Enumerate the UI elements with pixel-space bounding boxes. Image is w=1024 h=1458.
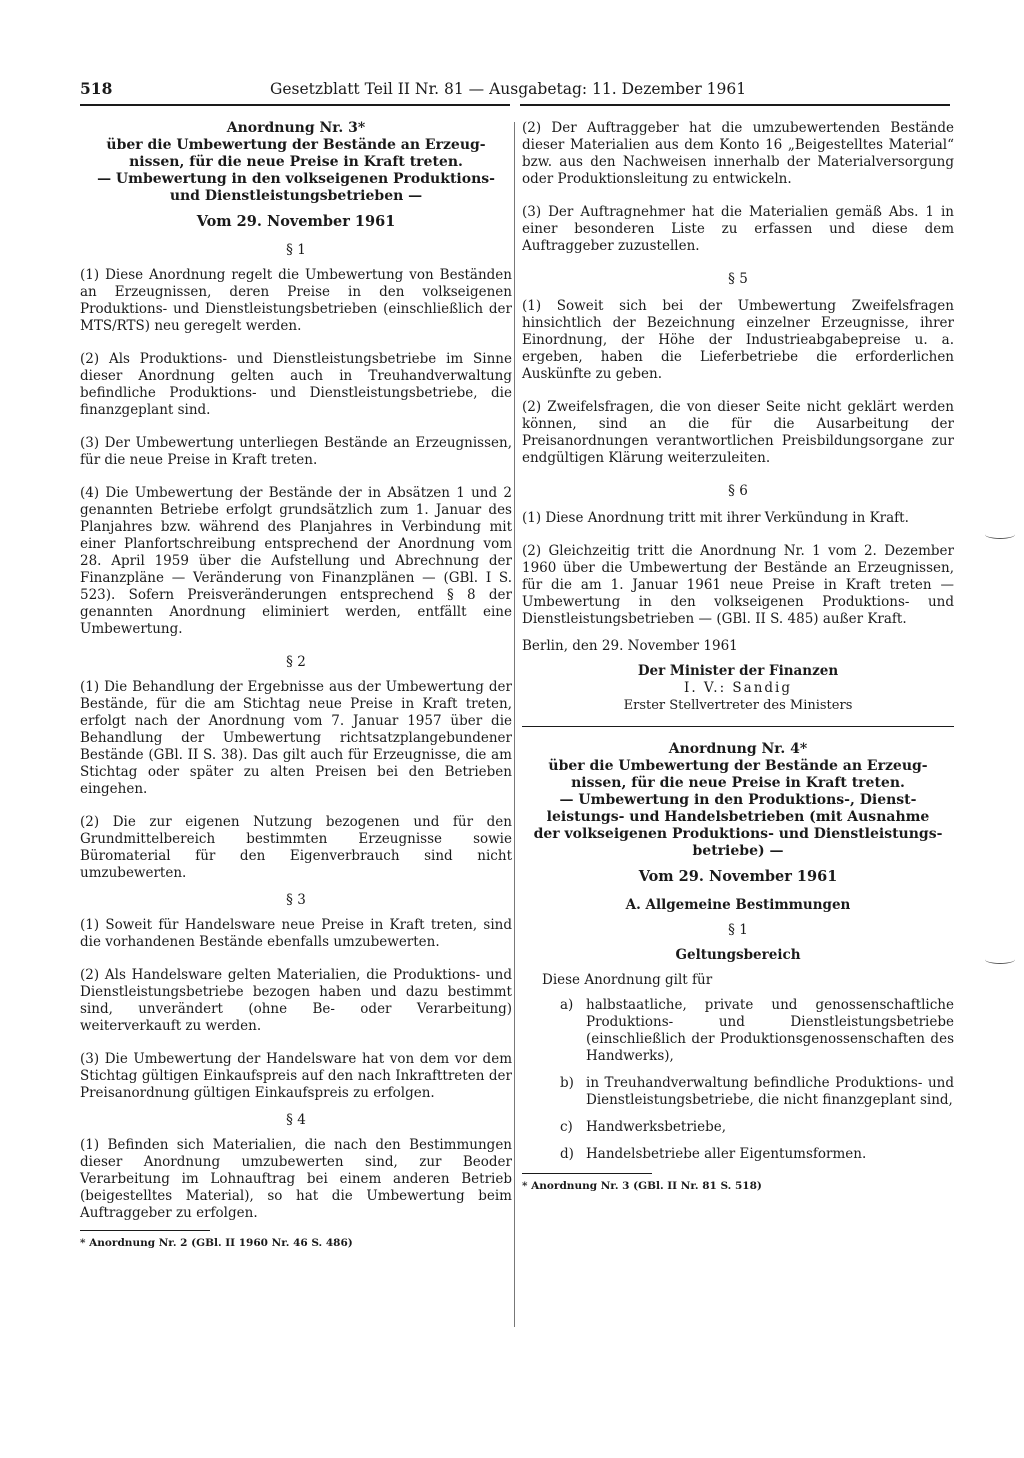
section-heading: § 1	[728, 922, 748, 938]
section-heading: § 1	[286, 242, 306, 258]
running-title: Gesetzblatt Teil II Nr. 81 — Ausgabetag: 11. Dezember 1961	[270, 80, 747, 98]
paragraph: (1) Diese Anordnung tritt mit ihrer Verkündung in Kraft.	[522, 510, 909, 526]
list-item	[560, 1075, 954, 1109]
paragraph: (3) Der Umbewertung unterliegen Bestände an Erzeugnissen, für die neue Preise in Kraft treten.	[80, 435, 512, 468]
paragraph: (2) Die zur eigenen Nutzung bezogenen und für den Grundmittelbereich bestimmten Erzeugnisse sowie Büromaterial für den Eigenverbrauch sind nicht umzubewerten.	[80, 814, 512, 881]
title-line: nissen, für die neue Preise in Kraft treten.	[129, 154, 463, 170]
paragraph: (3) Der Auftragnehmer hat die Materialien gemäß Abs. 1 in einer besonderen Liste zu erfassen und diese dem Auftraggeber zuzustellen.	[522, 204, 954, 254]
list-text: halbstaatliche, private und genossenschaftliche Produktions- und Dienstleistungsbetriebe (einschließlich der Produktionsgenossenschaften des Handwerks),	[586, 997, 954, 1064]
list-item	[560, 1146, 954, 1163]
title-line: der volkseigenen Produktions- und Dienstleistungs-	[533, 826, 943, 842]
list-item	[560, 997, 954, 1065]
title-line: betriebe) —	[692, 843, 784, 859]
right-column	[522, 120, 954, 1193]
paragraph: (3) Die Umbewertung der Handelsware hat von dem vor dem Stichtag gültigen Einkaufspreis auf den nach Inkrafttreten der Preisanordnung gültigen Einkaufspreis zu erfolgen.	[80, 1051, 512, 1101]
list-text: Handelsbetriebe aller Eigentumsformen.	[586, 1146, 867, 1162]
title-line: über die Umbewertung der Bestände an Erzeug-	[106, 137, 486, 153]
list-text: Handwerksbetriebe,	[586, 1119, 727, 1135]
paragraph: (4) Die Umbewertung der Bestände der in Absätzen 1 und 2 genannten Betriebe erfolgt grundsätzlich zum 1. Januar des Planjahres bzw. während des Planjahres in Verbindung mit einer Planfortschreibung entsprechend der Anordnung vom 28. April 1959 über die Aufstellung und Abrechnung der Finanzpläne — Veränderung von Finanzplänen — (GBl. I S. 523). Sofern Preisveränderungen entsprechend § 8 der genannten Anordnung eliminiert werden, entfällt eine Umbewertung.	[80, 485, 512, 637]
list-text: in Treuhandverwaltung befindliche Produktions- und Dienstleistungsbetriebe, die nicht finanzgeplant sind,	[586, 1075, 954, 1108]
header-rule-right	[520, 104, 950, 106]
paragraph: (1) Soweit für Handelsware neue Preise in Kraft treten, sind die vorhandenen Bestände ebenfalls umzubewerten.	[80, 917, 512, 950]
paragraph: (1) Befinden sich Materialien, die nach den Bestimmungen dieser Anordnung umzubewerten sind, zur Beoder Verarbeitung im Lohnauftrag bei einem anderen Betrieb (beigestelltes Material), so hat die Umbewertung beim Auftraggeber zu erfolgen.	[80, 1137, 512, 1221]
signer-role: Erster Stellvertreter des Ministers	[623, 698, 853, 713]
list-label: b)	[560, 1075, 574, 1091]
footnote-rule	[80, 1230, 210, 1231]
signer-name: I. V.: Sandig	[683, 680, 793, 696]
footnote: * Anordnung Nr. 2 (GBl. II 1960 Nr. 46 S. 486)	[80, 1237, 353, 1249]
header-rule-left	[80, 104, 510, 106]
title-line: Anordnung Nr. 4*	[668, 741, 808, 757]
section-heading: § 3	[286, 892, 306, 908]
title-line: und Dienstleistungsbetrieben —	[169, 188, 423, 204]
ordinance-separator	[522, 726, 954, 727]
scope-list	[528, 997, 954, 1163]
title-line: — Umbewertung in den Produktions-, Dienst-	[559, 792, 917, 808]
paragraph: Diese Anordnung gilt für	[542, 972, 713, 988]
section-heading: § 4	[286, 1112, 306, 1128]
section-heading: § 2	[286, 654, 306, 670]
paragraph: (2) Zweifelsfragen, die von dieser Seite nicht geklärt werden können, sind an die für die Ausarbeitung der Preisanordnungen verantwortlichen Preisbildungsorgane zur endgültigen Klärung weiterzuleiten.	[522, 399, 954, 466]
place-date: Berlin, den 29. November 1961	[522, 638, 738, 654]
paragraph: (1) Soweit sich bei der Umbewertung Zweifelsfragen hinsichtlich der Bezeichnung einzelner Erzeugnisse, ihrer Einordnung, der Höhe der Industrieabgabepreise u. a. ergeben, haben die Lieferbetriebe die erforderlichen Auskünfte zu geben.	[522, 298, 954, 382]
page-header	[80, 76, 964, 102]
section-heading: § 6	[728, 483, 748, 499]
ordinance-3-title	[80, 120, 512, 205]
footnote: * Anordnung Nr. 3 (GBl. II Nr. 81 S. 518)	[522, 1180, 762, 1192]
section-name: Geltungsbereich	[675, 947, 801, 963]
title-line: — Umbewertung in den volkseigenen Produktions-	[97, 171, 495, 187]
paragraph: (2) Als Handelsware gelten Materialien, die Produktions- und Dienstleistungsbetriebe bezogen haben und dazu bestimmt sind, unverändert (ohne Be- oder Verarbeitung) weiterverkauft zu werden.	[80, 967, 512, 1034]
column-divider	[514, 122, 515, 1327]
ordinance-4-title	[522, 741, 954, 860]
paragraph: (1) Die Behandlung der Ergebnisse aus der Umbewertung der Bestände, für die am Stichtag neue Preise in Kraft treten, erfolgt nach der Anordnung vom 7. Januar 1957 über die Behandlung der Umbewertung richtsatzplangebundener Bestände (GBl. II S. 38). Das gilt auch für Erzeugnisse, die am Stichtag oder später zu alten Preisen bei den Betrieben eingehen.	[80, 679, 512, 797]
section-heading: § 5	[728, 271, 748, 287]
left-column	[80, 120, 512, 1250]
part-heading: A. Allgemeine Bestimmungen	[625, 897, 851, 913]
title-line: Anordnung Nr. 3*	[226, 120, 366, 136]
paragraph: (2) Als Produktions- und Dienstleistungsbetriebe im Sinne dieser Anordnung gelten auch in Treuhandverwaltung befindliche Produktions- und Dienstleistungsbetriebe, die finanzgeplant sind.	[80, 351, 512, 418]
list-label: d)	[560, 1146, 574, 1162]
list-label: a)	[560, 997, 574, 1013]
title-line: über die Umbewertung der Bestände an Erzeug-	[548, 758, 928, 774]
title-line: leistungs- und Handelsbetrieben (mit Ausnahme	[546, 809, 930, 825]
ordinance-3-date: Vom 29. November 1961	[196, 213, 396, 230]
title-line: nissen, für die neue Preise in Kraft treten.	[571, 775, 905, 791]
list-label: c)	[560, 1119, 573, 1135]
footnote-rule	[522, 1173, 652, 1174]
margin-mark	[985, 530, 1015, 539]
margin-mark	[985, 955, 1015, 964]
signer-office: Der Minister der Finanzen	[637, 663, 839, 679]
paragraph: (2) Der Auftraggeber hat die umzubewertenden Bestände dieser Materialien aus dem Konto 16 „Beigestelltes Material“ bzw. aus den Nachweisen innerhalb der Materialversorgung oder Produktionsleitung zu entwickeln.	[522, 120, 954, 187]
paragraph: (2) Gleichzeitig tritt die Anordnung Nr. 1 vom 2. Dezember 1960 über die Umbewertung der Bestände an Erzeugnissen, für die am 1. Januar 1961 neue Preise in Kraft treten — Umbewertung in den volkseigenen Produktions- und Dienstleistungsbetrieben — (GBl. II S. 485) außer Kraft.	[522, 543, 954, 627]
list-item	[560, 1119, 954, 1136]
paragraph: (1) Diese Anordnung regelt die Umbewertung von Beständen an Erzeugnissen, deren Preise in den volkseigenen Produktions- und Dienstleistungsbetrieben (einschließlich der MTS/RTS) neu geregelt werden.	[80, 267, 512, 334]
page-number: 518	[80, 79, 113, 98]
ordinance-4-date: Vom 29. November 1961	[638, 868, 838, 885]
